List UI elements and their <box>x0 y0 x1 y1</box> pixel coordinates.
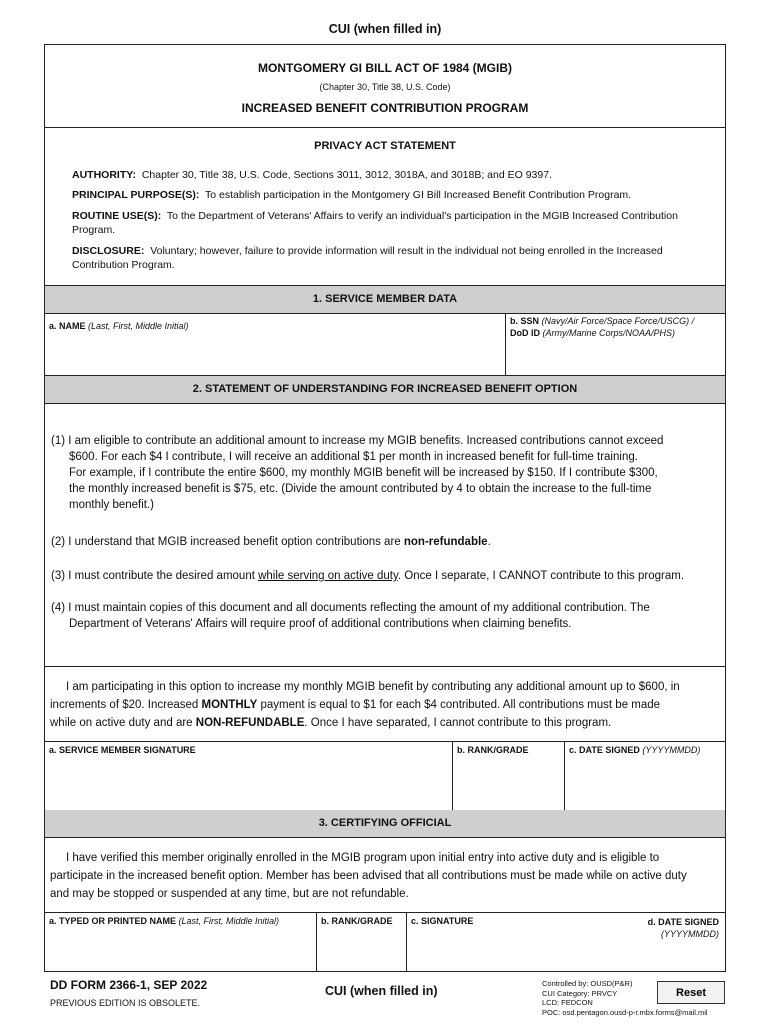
form-subtitle: (Chapter 30, Title 38, U.S. Code) <box>319 82 451 92</box>
statement-item-2: (2) I understand that MGIB increased benefit option contributions are non-refundable. <box>51 536 491 548</box>
purpose-line <box>72 188 697 202</box>
authority-label: AUTHORITY: <box>72 169 136 181</box>
statement-item-4: (4) I must maintain copies of this document and all documents reflecting the amount of my additional contribution. The Department of Veterans' Affairs will require proof of additional contributions when claiming benefits. <box>51 602 650 630</box>
section3-header: 3. CERTIFYING OFFICIAL <box>45 810 725 838</box>
obsolete-notice: PREVIOUS EDITION IS OBSOLETE. <box>50 998 201 1008</box>
cui-header: CUI (when filled in) <box>328 22 442 36</box>
disclosure-line <box>72 244 697 272</box>
participation-paragraph: I am participating in this option to increase my monthly MGIB benefit by contributing any additional amount up to $600, in increments of $20. Increased MONTHLY payment is equal to $1 for each $4 contributed. All contributions must be made while on active duty and are NON-REFUNDABLE. Once I have separated, I cannot contribute to this program. <box>50 681 680 729</box>
official-name-field[interactable]: a. TYPED OR PRINTED NAME (Last, First, Middle Initial) <box>49 916 280 926</box>
disclosure-text: Voluntary; however, failure to provide information will result in the individual not being enrolled in the Increased Contribution Program. <box>72 245 663 271</box>
purpose-label: PRINCIPAL PURPOSE(S): <box>72 189 200 201</box>
routine-label: ROUTINE USE(S): <box>72 210 162 222</box>
certification-paragraph: I have verified this member originally enrolled in the MGIB program upon initial entry into active duty and is eligible to participate in the increased benefit option. Member has been advised that all contributions must be made while on active duty and may be stopped or suspended at any time, but are not refundable. <box>50 852 687 900</box>
form-title: MONTGOMERY GI BILL ACT OF 1984 (MGIB) <box>257 61 512 75</box>
section2-header: 2. STATEMENT OF UNDERSTANDING FOR INCREASED BENEFIT OPTION <box>45 376 725 404</box>
member-date-field[interactable]: c. DATE SIGNED (YYYYMMDD) <box>569 745 701 755</box>
routine-text: To the Department of Veterans' Affairs to verify an individual's participation in the MGIB Increased Contribution Program. <box>72 210 678 236</box>
privacy-title: PRIVACY ACT STATEMENT <box>314 140 456 152</box>
ssn-field-label[interactable]: b. SSN (Navy/Air Force/Space Force/USCG) / DoD ID (Army/Marine Corps/NOAA/PHS) <box>510 316 695 338</box>
authority-line <box>72 168 697 182</box>
statement-item-1: (1) I am eligible to contribute an additional amount to increase my MGIB benefits. Increased contributions cannot exceed $600. For each $4 I contribute, I will receive an additional $1 per month in increased benefit for full-time training. For example, if I contribute the entire $600, my monthly MGIB benefit will be increased by $150. If I contribute $300, the monthly increased benefit is $75, etc. (Divide the amount contributed by 4 to obtain the increase to the full-time monthly benefit.) <box>51 435 664 511</box>
cui-footer: CUI (when filled in) <box>325 984 438 998</box>
statement-item-3: (3) I must contribute the desired amount while serving on active duty. Once I separate, I CANNOT contribute to this program. <box>51 570 685 582</box>
member-rank-field[interactable]: b. RANK/GRADE <box>457 745 529 755</box>
privacy-act-statement <box>45 128 725 286</box>
official-date-field[interactable]: d. DATE SIGNED (YYYYMMDD) <box>647 917 719 939</box>
control-info: Controlled by: OUSD(P&R) CUI Category: PRVCY LCD: FEDCON POC: osd.pentagon.ousd-p-r.mbx.forms@mail.mil <box>542 979 708 1017</box>
purpose-text: To establish participation in the Montgomery GI Bill Increased Benefit Contribution Program. <box>205 189 632 201</box>
title-block <box>45 45 725 128</box>
program-title: INCREASED BENEFIT CONTRIBUTION PROGRAM <box>241 101 529 115</box>
authority-text: Chapter 30, Title 38, U.S. Code, Sections 3011, 3012, 3018A, and 3018B; and EO 9397. <box>141 169 552 181</box>
form-id: DD FORM 2366-1, SEP 2022 <box>50 978 208 992</box>
official-rank-field[interactable]: b. RANK/GRADE <box>321 916 393 926</box>
member-signature-field[interactable]: a. SERVICE MEMBER SIGNATURE <box>49 745 196 755</box>
form-container <box>44 44 726 972</box>
routine-line <box>72 209 697 237</box>
reset-button[interactable]: Reset <box>657 981 725 1004</box>
section1-header: 1. SERVICE MEMBER DATA <box>45 286 725 314</box>
name-field-label[interactable]: a. NAME (Last, First, Middle Initial) <box>49 321 189 331</box>
official-signature-field[interactable]: c. SIGNATURE <box>411 916 474 926</box>
footer-form-info <box>50 978 207 1008</box>
disclosure-label: DISCLOSURE: <box>72 245 145 257</box>
